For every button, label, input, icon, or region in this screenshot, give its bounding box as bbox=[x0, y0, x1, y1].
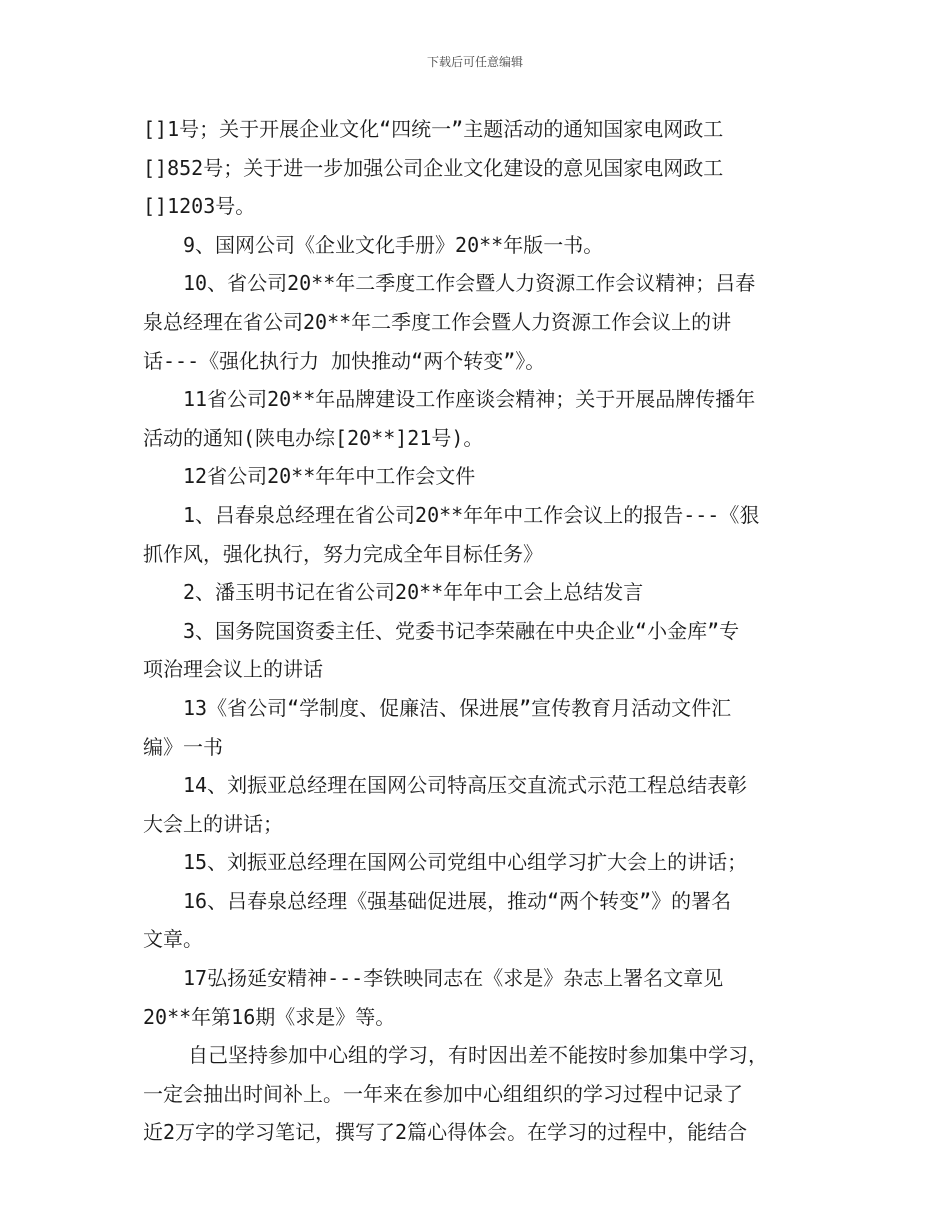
text-line: 编》一书 bbox=[143, 734, 223, 759]
text-line: 13《省公司“学制度、促廉洁、保进展”宣传教育月活动文件汇 bbox=[183, 695, 732, 720]
text-line: 17弘扬延安精神---李铁映同志在《求是》杂志上署名文章见 bbox=[183, 966, 724, 991]
text-line: 2、潘玉明书记在省公司20**年年中工会上总结发言 bbox=[183, 580, 644, 605]
text-line: 14、刘振亚总经理在国网公司特高压交直流式示范工程总结表彰 bbox=[183, 773, 748, 798]
text-line: 文章。 bbox=[143, 927, 203, 952]
text-line: 抓作风，强化执行，努力完成全年目标任务》 bbox=[143, 541, 543, 566]
text-line: []1203号。 bbox=[143, 194, 256, 219]
text-line: 1、吕春泉总经理在省公司20**年年中工作会议上的报告---《狠 bbox=[183, 502, 760, 527]
text-line: 20**年第16期《求是》等。 bbox=[143, 1004, 396, 1029]
text-line: 近2万字的学习笔记，撰写了2篇心得体会。在学习的过程中，能结合 bbox=[143, 1120, 748, 1145]
page-header: 下载后可任意编辑 bbox=[426, 55, 523, 69]
text-line: 项治理会议上的讲话 bbox=[143, 657, 323, 682]
text-line: 3、国务院国资委主任、党委书记李荣融在中央企业“小金库”专 bbox=[183, 618, 740, 643]
text-line: []1号；关于开展企业文化“四统一”主题活动的通知国家电网政工 bbox=[143, 117, 724, 141]
text-line: 9、国网公司《企业文化手册》20**年版一书。 bbox=[183, 232, 604, 257]
text-line: 一定会抽出时间补上。一年来在参加中心组组织的学习过程中记录了 bbox=[143, 1081, 743, 1106]
text-line: 11省公司20**年品牌建设工作座谈会精神；关于开展品牌传播年 bbox=[183, 387, 756, 412]
document-body bbox=[143, 110, 823, 1152]
text-line: 活动的通知(陕电办综[20**]21号)。 bbox=[143, 425, 484, 450]
text-line: 15、刘振亚总经理在国网公司党组中心组学习扩大会上的讲话； bbox=[183, 850, 748, 875]
text-line: 16、吕春泉总经理《强基础促进展，推动“两个转变”》的署名 bbox=[183, 888, 732, 913]
text-line: 泉总经理在省公司20**年二季度工作会暨人力资源工作会议上的讲 bbox=[143, 309, 732, 334]
text-line: 大会上的讲话； bbox=[143, 811, 283, 836]
text-line: 自己坚持参加中心组的学习，有时因出差不能按时参加集中学习， bbox=[188, 1043, 768, 1068]
text-line: 话---《强化执行力 加快推动“两个转变”》。 bbox=[143, 348, 546, 373]
text-line: 12省公司20**年年中工作会文件 bbox=[183, 464, 476, 489]
text-line: 10、省公司20**年二季度工作会暨人力资源工作会议精神；吕春 bbox=[183, 271, 756, 296]
text-line: []852号；关于进一步加强公司企业文化建设的意见国家电网政工 bbox=[143, 155, 724, 180]
